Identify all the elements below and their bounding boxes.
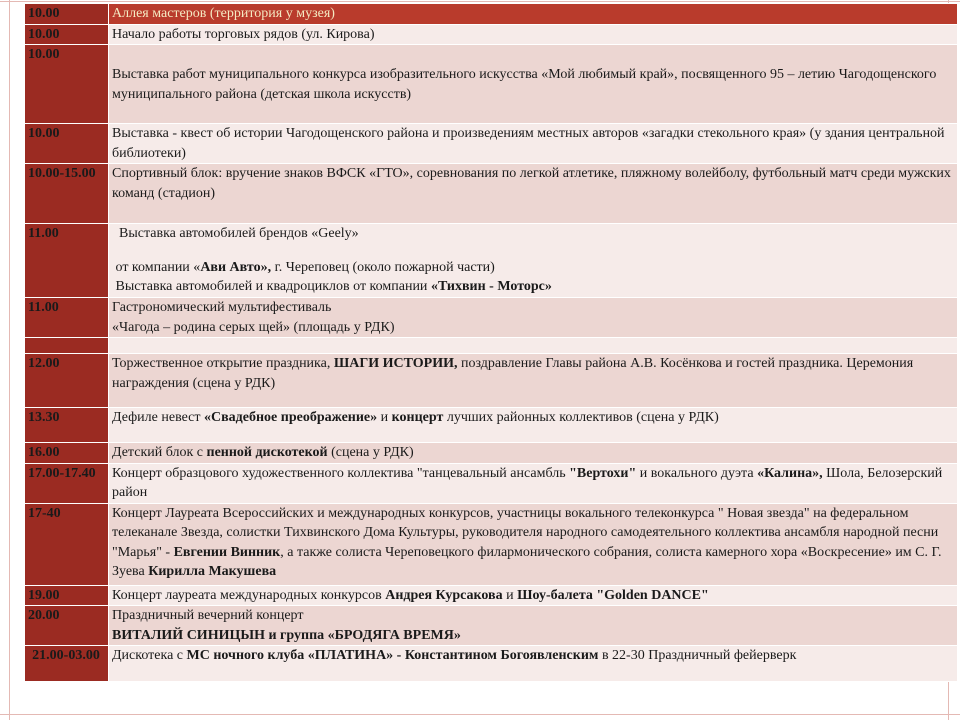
row-description: Концерт Лауреата Всероссийских и международных конкурсов, участницы вокального телеконкурса " Новая звезда" на федеральном телеканале Звезда, солистки Тихвинского Дома Культуры, руководителя народного самодеятельного коллектива ансамбля народной песни "Марья" - Евгении Винник, а также солиста Череповецкого филармонического собрания, солиста камерного хора «Воскресение» им С. Г. Зуева Кирилла Макушева [109, 503, 958, 585]
table-row [25, 298, 958, 338]
row-description: Концерт лауреата международных конкурсов Андрея Курсакова и Шоу-балета "Golden DANCE" [109, 585, 958, 606]
row-description: Гастрономический мультифестиваль «Чагода – родина серых щей» (площадь у РДК) [109, 298, 958, 338]
table-row [25, 606, 958, 646]
row-time: 17-40 [25, 503, 109, 585]
table-row [25, 164, 958, 224]
table-row [25, 45, 958, 124]
frame-bottom-line [0, 714, 960, 715]
table-row [25, 124, 958, 164]
row-time: 10.00 [25, 45, 109, 124]
row-time: 10.00-15.00 [25, 164, 109, 224]
frame-top-line [0, 1, 960, 2]
table-row [25, 4, 958, 25]
row-description [109, 338, 958, 354]
row-description: Торжественное открытие праздника, ШАГИ ИСТОРИИ, поздравление Главы района А.В. Косёнкова и гостей праздника. Церемония награждения (сцена у РДК) [109, 354, 958, 408]
row-time: 10.00 [25, 24, 109, 45]
table-row [25, 463, 958, 503]
row-description: Дефиле невест «Свадебное преображение» и концерт лучших районных коллективов (сцена у РДК) [109, 408, 958, 443]
row-time: 13.30 [25, 408, 109, 443]
table-row [25, 408, 958, 443]
table-row [25, 24, 958, 45]
program-table [24, 3, 958, 682]
row-time: 10.00 [25, 124, 109, 164]
frame-left-line [9, 0, 10, 720]
row-time: 12.00 [25, 354, 109, 408]
row-time: 11.00 [25, 298, 109, 338]
row-time: 16.00 [25, 443, 109, 464]
row-time: 19.00 [25, 585, 109, 606]
row-description: Дискотека с МС ночного клуба «ПЛАТИНА» - Константином Богоявленским в 22-30 Праздничный фейерверк [109, 646, 958, 682]
table-row-empty [25, 338, 958, 354]
table-row [25, 585, 958, 606]
table-row [25, 224, 958, 298]
row-description: Выставка работ муниципального конкурса изобразительного искусства «Мой любимый край», посвященного 95 – летию Чагодощенского муниципального района (детская школа искусств) [109, 45, 958, 124]
table-row [25, 354, 958, 408]
row-description: Выставка - квест об истории Чагодощенского района и произведениям местных авторов «загадки стекольного края» (у здания центральной библиотеки) [109, 124, 958, 164]
row-description: Спортивный блок: вручение знаков ВФСК «ГТО», соревнования по легкой атлетике, пляжному волейболу, футбольный матч среди мужских команд (стадион) [109, 164, 958, 224]
row-description: Начало работы торговых рядов (ул. Кирова) [109, 24, 958, 45]
table-row [25, 443, 958, 464]
row-description: Концерт образцового художественного коллектива "танцевальный ансамбль "Вертохи" и вокального дуэта «Калина», Шола, Белозерский район [109, 463, 958, 503]
row-time: 10.00 [25, 4, 109, 25]
row-time: 20.00 [25, 606, 109, 646]
row-time: 17.00-17.40 [25, 463, 109, 503]
row-description: Аллея мастеров (территория у музея) [109, 4, 958, 25]
row-time: 21.00-03.00 [25, 646, 109, 682]
table-row [25, 503, 958, 585]
row-time: 11.00 [25, 224, 109, 298]
table-row [25, 646, 958, 682]
row-description: Выставка автомобилей брендов «Geely» от компании «Ави Авто», г. Череповец (около пожарной части) Выставка автомобилей и квадроциклов от компании «Тихвин - Моторс» [109, 224, 958, 298]
row-description: Детский блок с пенной дискотекой (сцена у РДК) [109, 443, 958, 464]
row-description: Праздничный вечерний концерт ВИТАЛИЙ СИНИЦЫН и группа «БРОДЯГА ВРЕМЯ» [109, 606, 958, 646]
row-time [25, 338, 109, 354]
